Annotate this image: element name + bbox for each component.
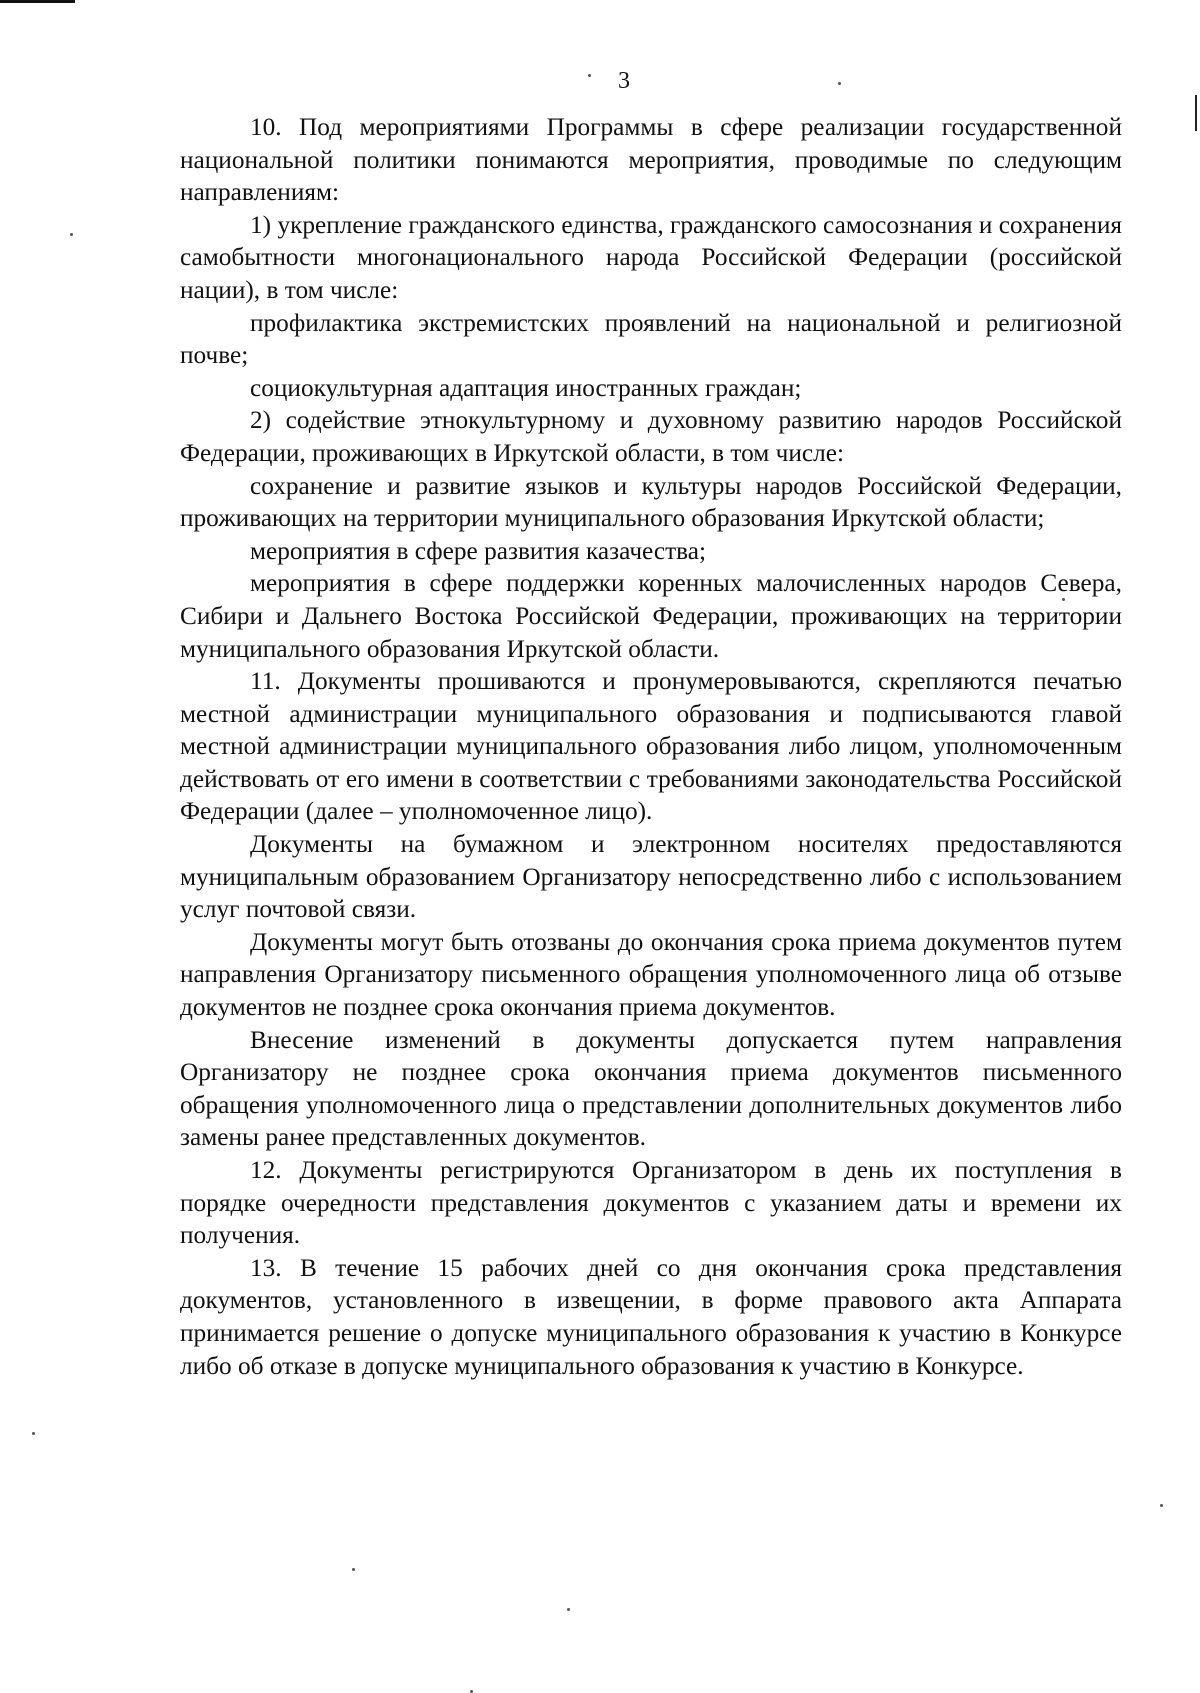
- paragraph-13: 13. В течение 15 рабочих дней со дня окончания срока представления документов, установленного в извещении, в форме правового акта Аппарата принимается решение о допуске муниципального образования к участию в Конкурсе либо об отказе в допуске муниципального образования к участию в Конкурсе.: [180, 1253, 1122, 1380]
- scan-edge-mark: [0, 0, 75, 3]
- scan-speck: [70, 233, 73, 236]
- paragraph-10: 10. Под мероприятиями Программы в сфере реализации государственной национальной политики понимаются мероприятия, проводимые по следующим направлениям:: [180, 113, 1122, 207]
- scan-edge-line: [1195, 95, 1197, 131]
- paragraph-direction-2: 2) содействие этнокультурному и духовному развитию народов Российской Федерации, проживающих в Иркутской области, в том числе:: [180, 406, 1122, 467]
- scan-speck: [838, 82, 841, 85]
- paragraph-sociocultural-adaptation: социокультурная адаптация иностранных граждан;: [250, 373, 802, 402]
- paragraph-documents-submission: Документы на бумажном и электронном носителях предоставляются муниципальным образованием Организатору непосредственно либо с использованием услуг почтовой связи.: [180, 830, 1122, 924]
- scan-speck: [1160, 1504, 1163, 1507]
- paragraph-direction-1: 1) укрепление гражданского единства, гражданского самосознания и сохранения самобытности многонационального народа Российской Федерации (российской нации), в том числе:: [180, 210, 1122, 304]
- paragraph-documents-withdrawal: Документы могут быть отозваны до окончания срока приема документов путем направления Организатору письменного обращения уполномоченного лица об отзыве документов не позднее срока окончания приема документов.: [180, 927, 1122, 1022]
- paragraph-languages-culture: сохранение и развитие языков и культуры народов Российской Федерации, проживающих на территории муниципального образования Иркутской области;: [180, 471, 1122, 533]
- scan-speck: [567, 1608, 570, 1611]
- scan-speck: [588, 74, 591, 77]
- paragraph-documents-changes: Внесение изменений в документы допускается путем направления Организатору не позднее срока окончания приема документов письменного обращения уполномоченного лица о представлении дополнительных документов либо замены ранее представленных документов.: [180, 1025, 1122, 1152]
- paragraph-11: 11. Документы прошиваются и пронумеровываются, скрепляются печатью местной администрации муниципального образования и подписываются главой местной администрации муниципального образования либо лицом, уполномоченным действовать от его имени в соответствии с требованиями законодательства Российской Федерации (далее – уполномоченное лицо).: [180, 667, 1122, 826]
- paragraph-extremism-prevention: профилактика экстремистских проявлений на национальной и религиозной почве;: [180, 308, 1122, 370]
- page-number: 3: [618, 68, 630, 94]
- paragraph-12: 12. Документы регистрируются Организатором в день их поступления в порядке очередности представления документов с указанием даты и времени их получения.: [180, 1156, 1122, 1250]
- scan-speck: [352, 1568, 355, 1571]
- scan-speck: [1062, 598, 1065, 601]
- paragraph-indigenous-peoples: мероприятия в сфере поддержки коренных малочисленных народов Севера, Сибири и Дальнего Востока Российской Федерации, проживающих на территории муниципального образования Иркутской области.: [180, 569, 1122, 663]
- paragraph-cossacks: мероприятия в сфере развития казачества;: [250, 536, 707, 565]
- scan-speck: [32, 1432, 35, 1435]
- document-body: [180, 111, 1122, 1382]
